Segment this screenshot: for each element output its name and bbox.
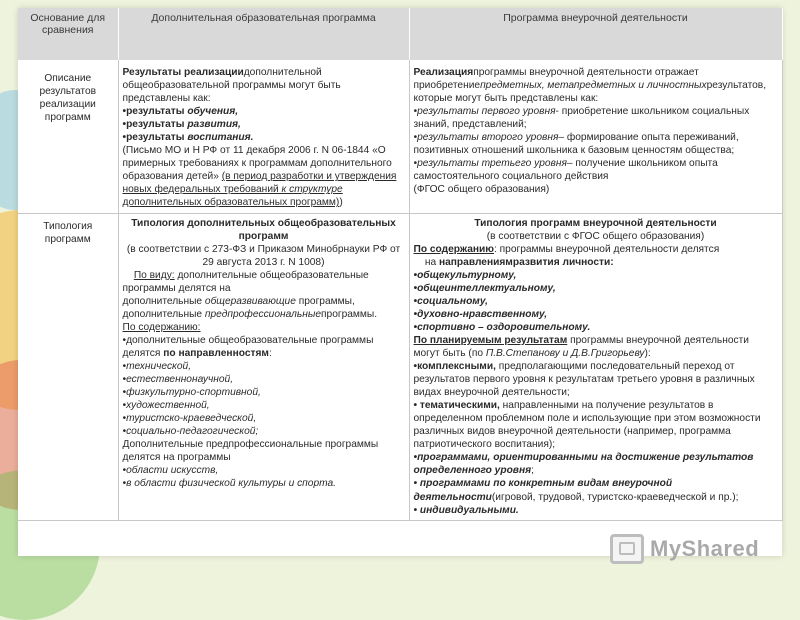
realization-bold: Реализация (413, 67, 474, 78)
type-activity: • программами по конкретным видам внеурочной деятельности(игровой, трудовой, туристско-краеведческой и пр.); (413, 478, 739, 503)
preprofessional-item: •в области физической культуры и спорта. (122, 478, 336, 490)
by-content-text: •дополнительные общеобразовательные программы делятся по направленностям: (122, 334, 374, 359)
letter-reference: (Письмо МО и Н РФ от 11 декабря 2006 г. N 06-1844 «О примерных требованиях к программам дополнительного образования детей» (122, 145, 392, 183)
level-item: •результаты второго уровня– формирование опыта переживаний, позитивных отношений школьника к базовым ценностям общества; (413, 132, 739, 157)
preprofessional-item: •области искусств, (122, 465, 219, 477)
table-row (18, 213, 782, 520)
view-preprofessional: дополнительные предпрофессиональныепрограммы. (122, 308, 378, 320)
direction-item: •туристско-краеведческой, (122, 413, 257, 425)
cell-extracurricular-typology (409, 213, 782, 520)
cell-additional-typology (118, 213, 409, 520)
type-thematic: • тематическими, направленными на получение результатов в определенном проблемном поле и использующие при этом возможности различных видов внеурочной деятельности (например, программа патриотического воспитания); (413, 400, 761, 451)
level-item: •результаты третьего уровня– получение школьником опыта самостоятельного социального действия (413, 158, 718, 183)
by-content-paragraph: По содержанию: программы внеурочной деятельности делятся (413, 243, 720, 255)
row-label-typology: Типология программ (18, 213, 118, 520)
results-bold: Результаты реализации (122, 67, 244, 78)
watermark (610, 534, 759, 564)
type-level: •программами, ориентированными на достижение результатов определенного уровня; (413, 452, 754, 477)
table-row (18, 60, 782, 213)
realization-text-c: результатов, которые могут быть представлены как: (413, 80, 767, 105)
typology-title: Типология программ внеурочной деятельности (474, 217, 717, 229)
by-view-paragraph: По виду: дополнительные общеобразовательные программы делятся на (122, 269, 369, 294)
direction-item: •естественнонаучной, (122, 374, 234, 386)
by-results-paragraph: По планируемым результатам программы внеурочной деятельности могут быть (по П.В.Степанову и Д.В.Григорьеву): (413, 334, 749, 359)
table-header-row (18, 8, 782, 60)
header-extracurricular-program: Программа внеурочной деятельности (409, 8, 782, 60)
letter-end: ) (339, 197, 343, 209)
type-complex: •комплексными, предполагающими последовательный переход от результатов первого уровня к результатам третьего уровня в различных видах внеурочной деятельности; (413, 361, 755, 399)
results-intro: дополнительной общеобразовательной программы могут быть представлены как: (122, 67, 341, 105)
direction-item: •физкультурно-спортивной, (122, 387, 261, 399)
result-item: •результаты обучения, (122, 106, 239, 118)
row-label-results: Описание результатов реализации программ (18, 60, 118, 213)
direction-item: •социальному, (413, 295, 488, 307)
cell-additional-results (118, 60, 409, 213)
result-item: •результаты воспитания. (122, 132, 254, 144)
presentation-icon (610, 534, 644, 564)
letter-note-a: (в период разработки и утверждения новых федеральных требований (122, 171, 397, 196)
realization-italic: предметных, метапредметных и личностных (480, 80, 707, 92)
direction-item: •социально-педагогической; (122, 426, 259, 438)
typology-subtitle: (в соответствии с ФГОС общего образования) (486, 230, 705, 242)
header-basis: Основание для сравнения (18, 8, 118, 60)
direction-item: •общекультурному, (413, 269, 517, 281)
cell-extracurricular-results (409, 60, 782, 213)
view-general: дополнительные общеразвивающие программы, (122, 295, 355, 307)
typology-title: Типология дополнительных общеобразовательных программ (131, 217, 396, 242)
direction-item: •общеинтеллектуальному, (413, 282, 556, 294)
typology-subtitle: (в соответствии с 273-ФЗ и Приказом Минобрнауки РФ от 29 августа 2013 г. N 1008) (126, 243, 401, 268)
type-individual: • индивидуальными. (413, 504, 519, 516)
fgos-note: (ФГОС общего образования) (413, 184, 550, 196)
realization-text-a: программы внеурочной деятельности отражает приобретение (413, 67, 699, 92)
header-additional-program: Дополнительная образовательная программа (118, 8, 409, 60)
result-item: •результаты развития, (122, 119, 241, 131)
document-sheet (18, 8, 782, 556)
direction-item: •духовно-нравственному, (413, 308, 548, 320)
direction-item: •художественной, (122, 400, 210, 412)
preprofessional-text: Дополнительные предпрофессиональные программы делятся на программы (122, 439, 379, 464)
level-item: •результаты первого уровня- приобретение школьником социальных знаний, представлений; (413, 106, 750, 131)
letter-note-b: к структуре (281, 184, 343, 196)
watermark-text: MyShared (650, 536, 760, 561)
direction-item: •спортивно – оздоровительному. (413, 321, 591, 333)
letter-note-c: дополнительных образовательных программ) (122, 197, 340, 209)
direction-item: •технической, (122, 361, 192, 373)
by-content-directions: на направлениямразвития личности: (424, 256, 614, 268)
comparison-table (18, 8, 783, 521)
by-content-label: По содержанию: (122, 321, 201, 333)
